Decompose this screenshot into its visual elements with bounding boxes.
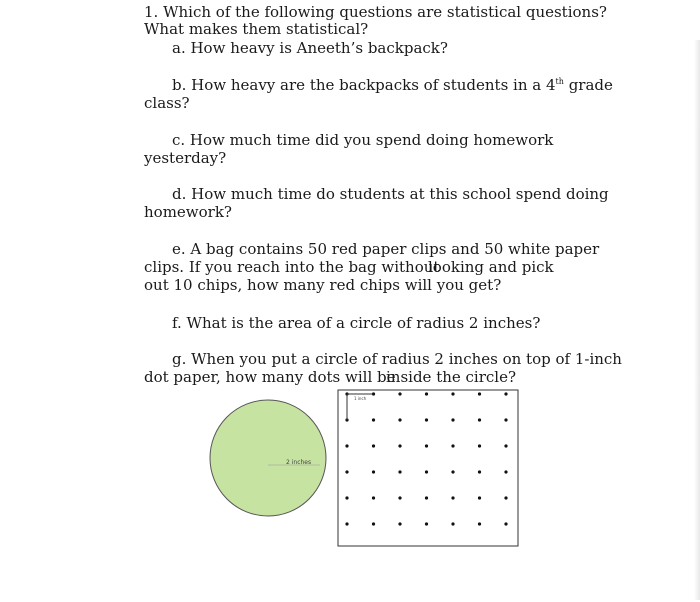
grid-dot: [504, 470, 507, 473]
grid-dot: [425, 444, 428, 447]
grid-dot: [504, 522, 507, 525]
circle-and-dot-paper-figure: [205, 388, 535, 548]
grid-dot: [504, 496, 507, 499]
question-heading-line1: 1. Which of the following questions are statistical questions?: [144, 3, 607, 21]
grid-dot: [425, 418, 428, 421]
item-g-line1: g. When you put a circle of radius 2 inches on top of 1-inch: [172, 350, 622, 368]
grid-dot: [372, 496, 375, 499]
grid-dot: [478, 418, 481, 421]
grid-dot: [451, 392, 454, 395]
grid-dot: [451, 418, 454, 421]
grid-dot: [398, 496, 401, 499]
item-c-line1: c. How much time did you spend doing homework: [172, 131, 554, 149]
grid-dot: [478, 470, 481, 473]
grid-dot: [372, 522, 375, 525]
grid-dot: [398, 418, 401, 421]
item-e-line1: e. A bag contains 50 red paper clips and 50 white paper: [172, 240, 600, 258]
grid-dot: [398, 470, 401, 473]
item-f: f. What is the area of a circle of radius 2 inches?: [172, 314, 541, 332]
item-b-line1: b. How heavy are the backpacks of students in a 4th grade: [172, 76, 613, 94]
page-edge-shadow: [694, 40, 700, 600]
grid-dot: [451, 470, 454, 473]
grid-dot: [425, 496, 428, 499]
item-g-line2b: inside the circle?: [386, 368, 517, 386]
grid-dot: [398, 392, 401, 395]
grid-dot: [345, 496, 348, 499]
grid-dot: [372, 444, 375, 447]
grid-dot: [451, 522, 454, 525]
grid-dot: [398, 522, 401, 525]
item-d-line1: d. How much time do students at this school spend doing: [172, 185, 609, 203]
item-e-line2b: looking and pick: [428, 258, 554, 276]
grid-dot: [345, 470, 348, 473]
grid-dot: [451, 444, 454, 447]
grid-dot: [478, 496, 481, 499]
grid-dot: [425, 522, 428, 525]
grid-dot: [345, 444, 348, 447]
item-e-line2a: clips. If you reach into the bag without: [144, 258, 440, 276]
grid-dot: [478, 522, 481, 525]
item-g-line2a: dot paper, how many dots will be: [144, 368, 396, 386]
item-e-line3: out 10 chips, how many red chips will you get?: [144, 276, 502, 294]
grid-dot: [372, 470, 375, 473]
grid-dot: [478, 392, 481, 395]
grid-dot: [451, 496, 454, 499]
grid-dot: [504, 392, 507, 395]
circle-radius-label: 2 inches: [286, 459, 312, 466]
grid-dot: [398, 444, 401, 447]
item-a: a. How heavy is Aneeth’s backpack?: [172, 39, 448, 57]
dot-paper-border: [338, 390, 518, 546]
item-c-line2: yesterday?: [144, 149, 227, 167]
grid-dot: [372, 418, 375, 421]
grid-dot: [504, 418, 507, 421]
grid-unit-label-horizontal: 1 inch: [354, 396, 367, 401]
grid-dot: [504, 444, 507, 447]
grid-dot: [425, 392, 428, 395]
green-circle: [210, 400, 326, 516]
item-d-line2: homework?: [144, 203, 232, 221]
question-heading-line2: What makes them statistical?: [144, 20, 369, 38]
grid-dot: [345, 522, 348, 525]
item-b-line2: class?: [144, 94, 190, 112]
grid-dot: [425, 470, 428, 473]
grid-dot: [478, 444, 481, 447]
